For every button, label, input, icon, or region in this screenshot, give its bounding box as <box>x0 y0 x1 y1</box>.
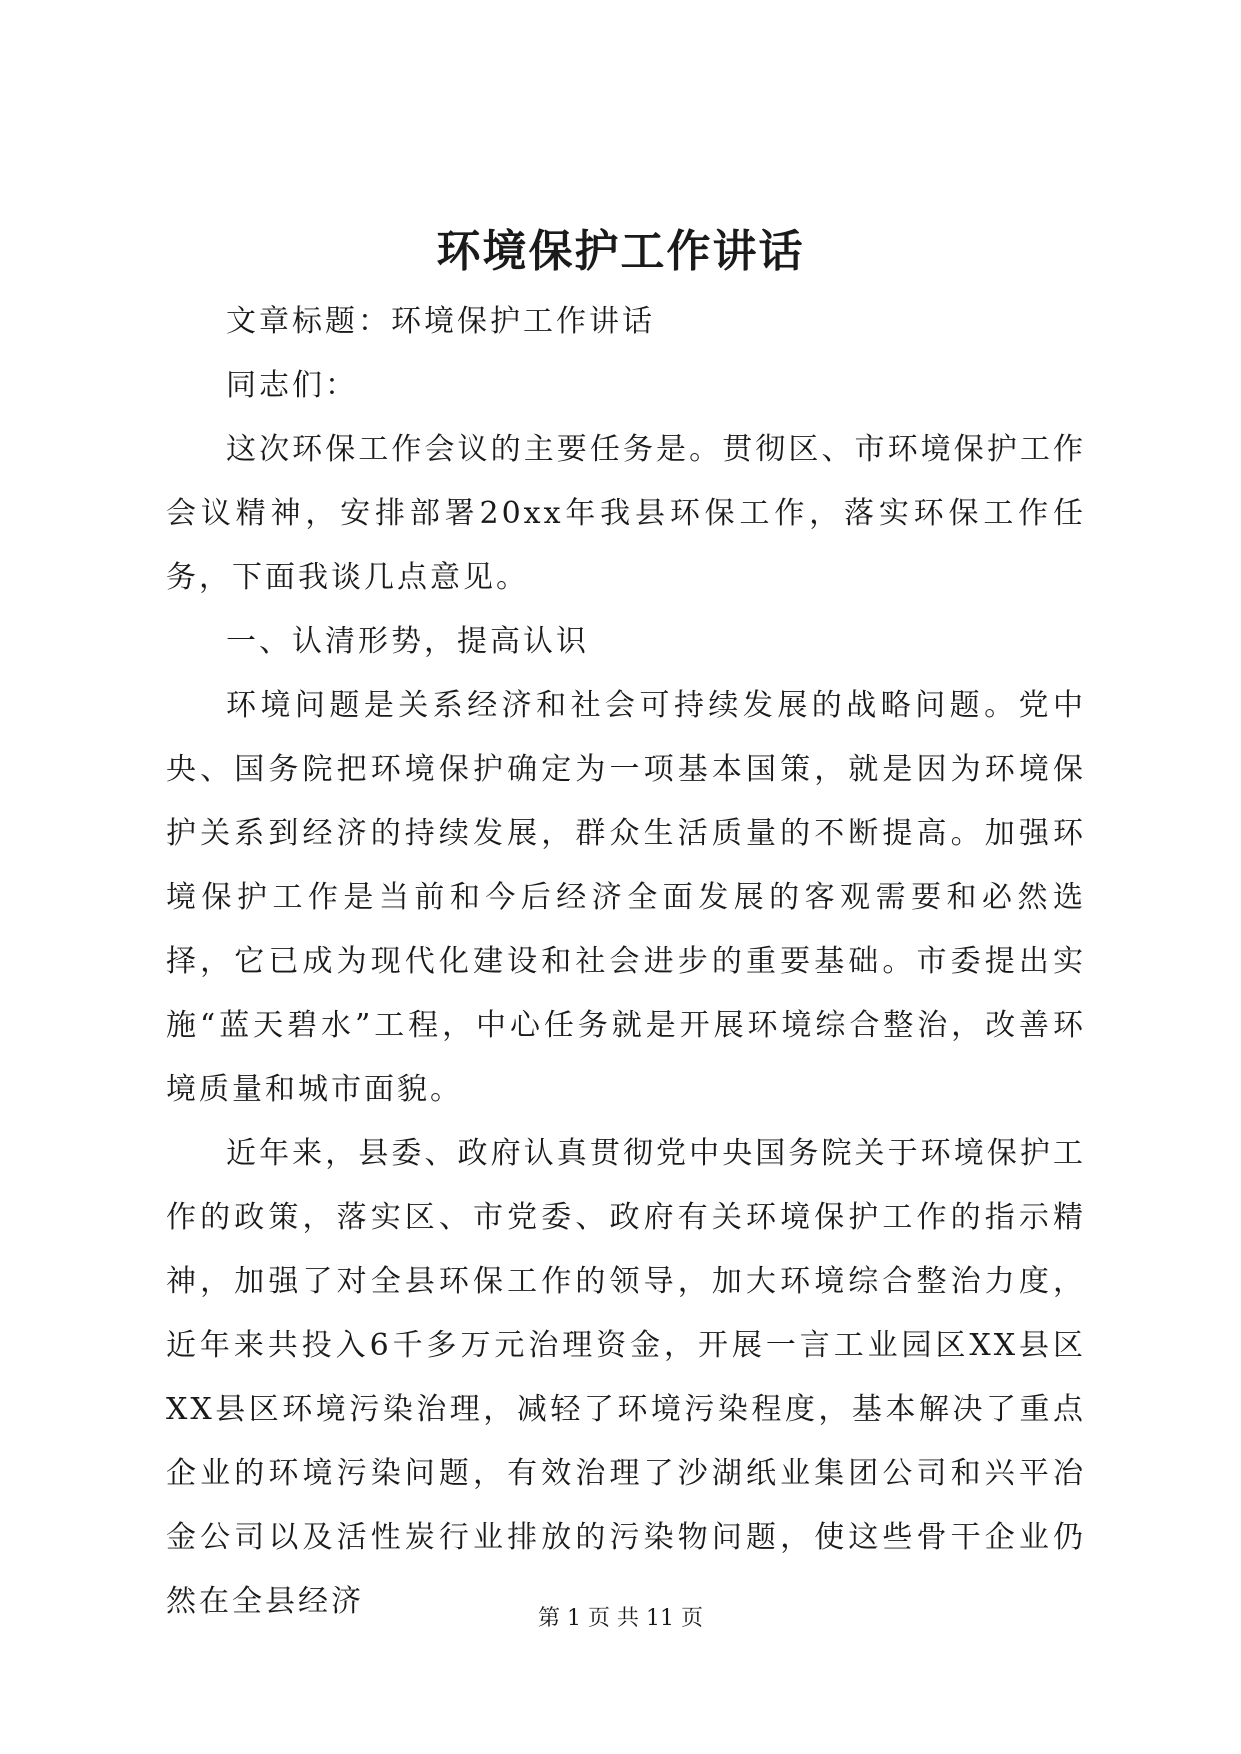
paragraph-environment-issue: 环境问题是关系经济和社会可持续发展的战略问题。党中央、国务院把环境保护确定为一项基本国策，就是因为环境保护关系到经济的持续发展，群众生活质量的不断提高。加强环境保护工作是当前和今后经济全面发展的客观需要和必然选择，它已成为现代化建设和社会进步的重要基础。市委提出实施“蓝天碧水”工程，中心任务就是开展环境综合整治，改善环境质量和城市面貌。 <box>166 688 1086 1107</box>
paragraph-article-title: 文章标题：环境保护工作讲话 <box>226 304 655 339</box>
paragraph-recent-years: 近年来，县委、政府认真贯彻党中央国务院关于环境保护工作的政策，落实区、市党委、政府有关环境保护工作的指示精神，加强了对全县环保工作的领导，加大环境综合整治力度，近年来共投入6千多万元治理资金，开展一言工业园区XX县区XX县区环境污染治理，减轻了环境污染程度，基本解决了重点企业的环境污染问题，有效治理了沙湖纸业集团公司和兴平冶金公司以及活性炭行业排放的污染物问题，使这些骨干企业仍然在全县经济 <box>166 1136 1086 1619</box>
paragraph-salutation: 同志们： <box>226 368 358 403</box>
page-footer: 第 1 页 共 11 页 <box>538 1606 703 1631</box>
document-body <box>166 290 1086 1634</box>
section-heading-1: 一、认清形势，提高认识 <box>226 624 589 659</box>
document-title: 环境保护工作讲话 <box>436 226 805 277</box>
paragraph-intro: 这次环保工作会议的主要任务是。贯彻区、市环境保护工作会议精神，安排部署20xx年我县环保工作，落实环保工作任务，下面我谈几点意见。 <box>166 432 1086 595</box>
